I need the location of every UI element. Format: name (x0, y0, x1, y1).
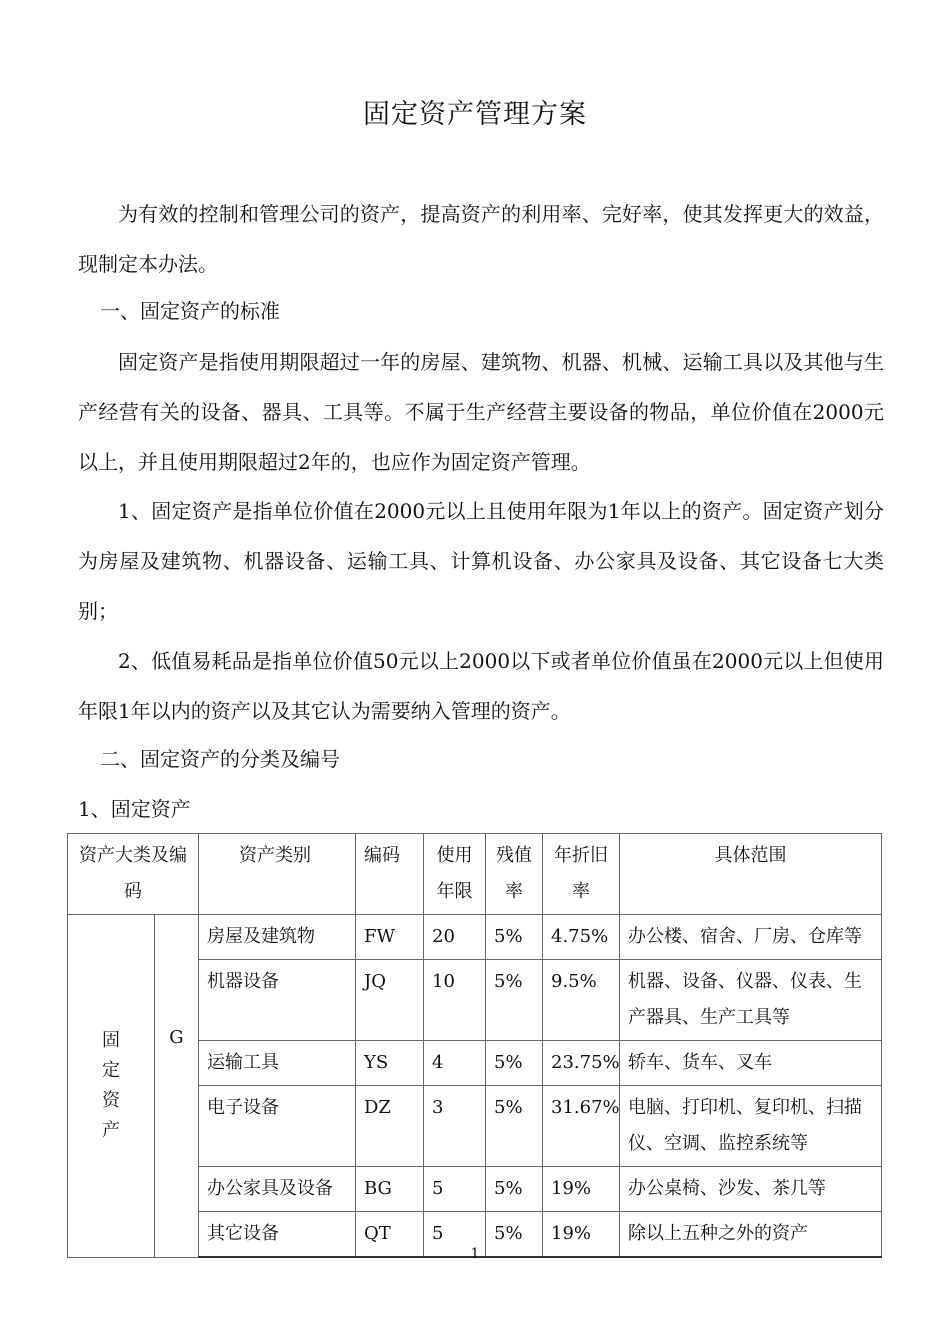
page-number: 1 (470, 1246, 480, 1262)
row-scope: 机器、设备、仪器、仪表、生产器具、生产工具等 (620, 960, 882, 1041)
row-life: 20 (424, 915, 486, 960)
fixed-asset-table (67, 833, 882, 1258)
row-life: 5 (424, 1212, 486, 1258)
major-code-cell: G (155, 915, 199, 1258)
header-life: 使用年限 (424, 834, 486, 915)
section1-paragraph: 固定资产是指使用期限超过一年的房屋、建筑物、机器、机械、运输工具以及其他与生产经营有关的设备、器具、工具等。不属于生产经营主要设备的物品，单位价值在2000元以上，并且使用期限超过2年的，也应作为固定资产管理。 (78, 350, 884, 474)
row-code: QT (356, 1212, 424, 1258)
row-rate: 23.75% (543, 1041, 620, 1086)
row-category: 办公家具及设备 (199, 1167, 356, 1212)
row-residual: 5% (486, 915, 543, 960)
row-life: 3 (424, 1086, 486, 1167)
row-rate: 19% (543, 1212, 620, 1258)
row-category: 机器设备 (199, 960, 356, 1041)
row-scope: 电脑、打印机、复印机、扫描仪、空调、监控系统等 (620, 1086, 882, 1167)
header-code: 编码 (356, 834, 424, 915)
major-name-char: 资 (102, 1089, 120, 1111)
row-life: 10 (424, 960, 486, 1041)
major-name-cell (68, 915, 155, 1258)
major-name-char: 固 (102, 1029, 120, 1051)
row-residual: 5% (486, 1167, 543, 1212)
section1-heading: 一、固定资产的标准 (100, 299, 280, 323)
row-residual: 5% (486, 960, 543, 1041)
section2-subheading: 1、固定资产 (78, 797, 191, 821)
row-code: FW (356, 915, 424, 960)
major-name-char: 产 (102, 1119, 120, 1141)
header-major: 资产大类及编码 (68, 834, 199, 915)
row-code: BG (356, 1167, 424, 1212)
row-life: 4 (424, 1041, 486, 1086)
header-scope: 具体范围 (620, 834, 882, 915)
row-category: 房屋及建筑物 (199, 915, 356, 960)
row-rate: 4.75% (543, 915, 620, 960)
table-row (68, 915, 882, 960)
major-name-char: 定 (102, 1059, 120, 1081)
section1-item2: 2、低值易耗品是指单位价值50元以上2000以下或者单位价值虽在2000元以上但使用年限1年以内的资产以及其它认为需要纳入管理的资产。 (78, 649, 884, 723)
row-scope: 办公桌椅、沙发、茶几等 (620, 1167, 882, 1212)
row-residual: 5% (486, 1086, 543, 1167)
row-category: 其它设备 (199, 1212, 356, 1258)
row-residual: 5% (486, 1212, 543, 1258)
row-rate: 31.67% (543, 1086, 620, 1167)
section2-heading: 二、固定资产的分类及编号 (100, 747, 340, 771)
row-category: 电子设备 (199, 1086, 356, 1167)
table-header-row (68, 834, 882, 915)
row-life: 5 (424, 1167, 486, 1212)
row-code: DZ (356, 1086, 424, 1167)
row-scope: 除以上五种之外的资产 (620, 1212, 882, 1258)
row-code: YS (356, 1041, 424, 1086)
header-residual: 残值率 (486, 834, 543, 915)
intro-paragraph: 为有效的控制和管理公司的资产，提高资产的利用率、完好率，使其发挥更大的效益，现制定本办法。 (78, 202, 884, 276)
row-residual: 5% (486, 1041, 543, 1086)
document-title: 固定资产管理方案 (363, 99, 587, 130)
row-code: JQ (356, 960, 424, 1041)
row-rate: 9.5% (543, 960, 620, 1041)
header-category: 资产类别 (199, 834, 356, 915)
row-scope: 轿车、货车、叉车 (620, 1041, 882, 1086)
section1-item1: 1、固定资产是指单位价值在2000元以上且使用年限为1年以上的资产。固定资产划分为房屋及建筑物、机器设备、运输工具、计算机设备、办公家具及设备、其它设备七大类别； (78, 499, 884, 623)
row-category: 运输工具 (199, 1041, 356, 1086)
header-rate: 年折旧率 (543, 834, 620, 915)
row-scope: 办公楼、宿舍、厂房、仓库等 (620, 915, 882, 960)
row-rate: 19% (543, 1167, 620, 1212)
